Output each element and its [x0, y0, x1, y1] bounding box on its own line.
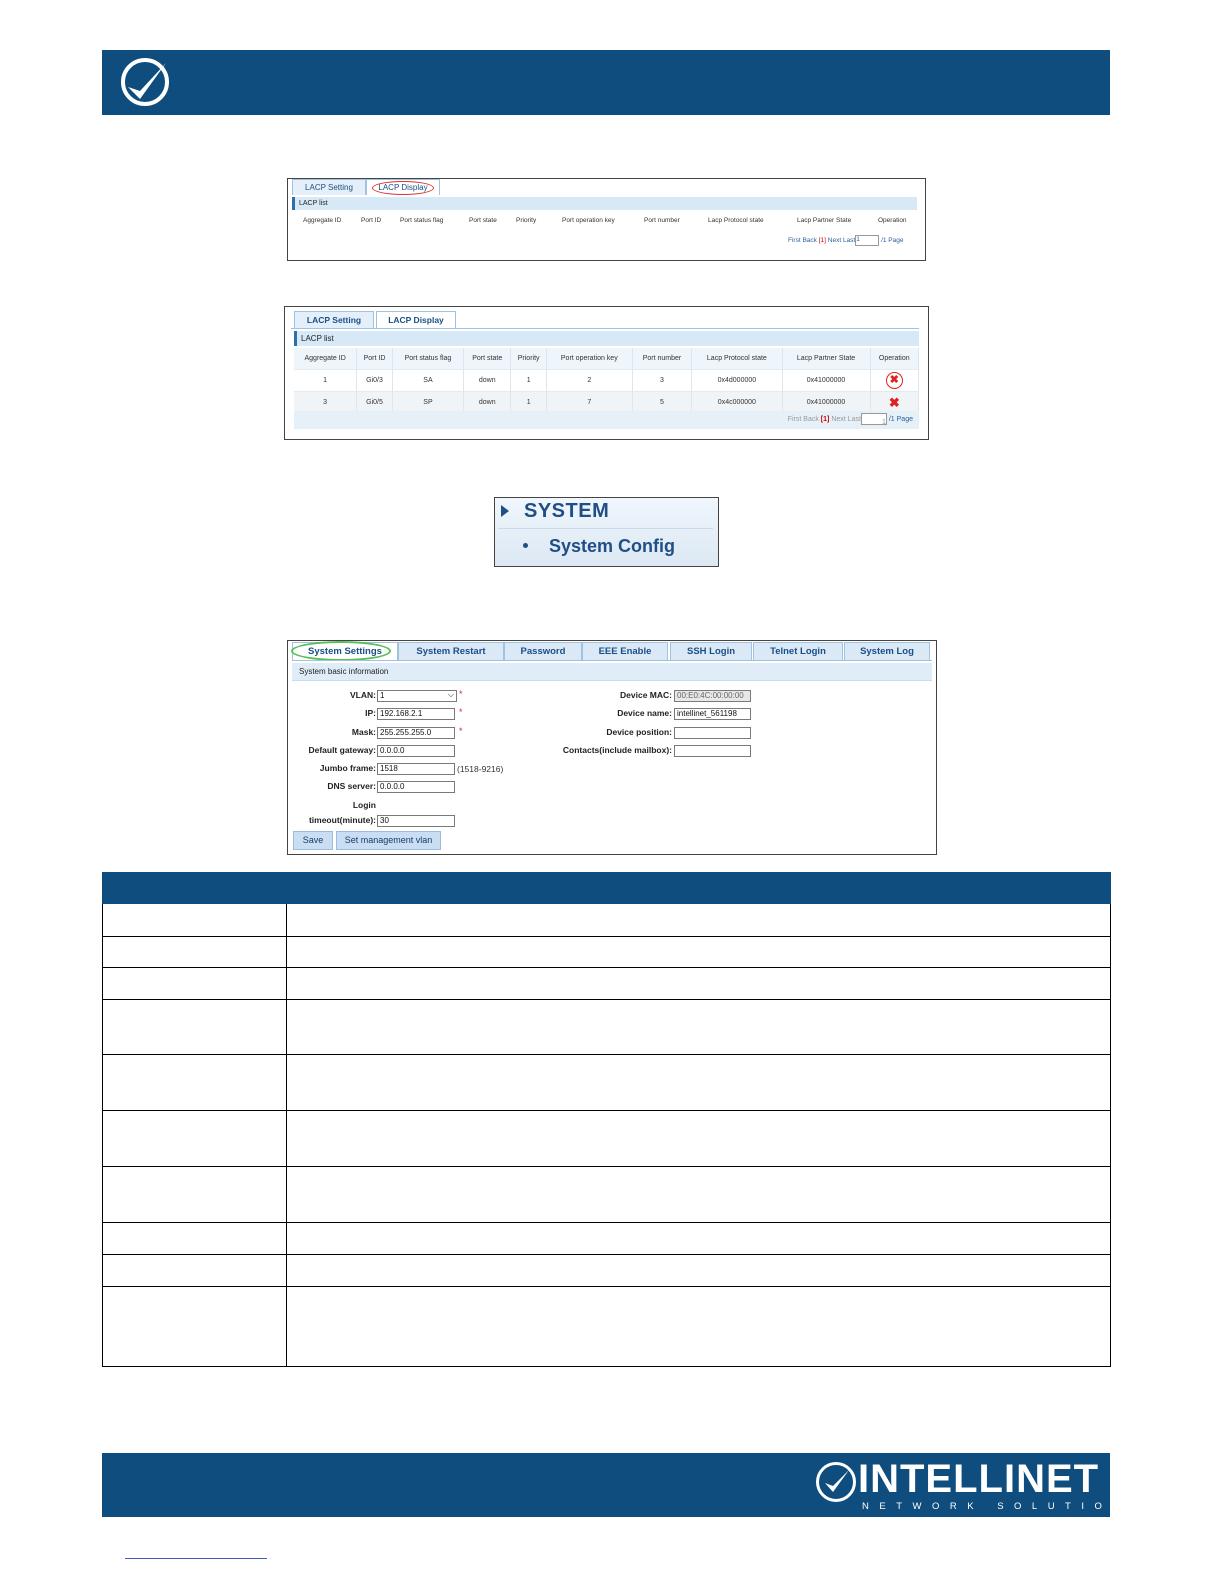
cell-port-number: 5 [632, 392, 692, 414]
lacp-table [294, 348, 919, 413]
ip-input[interactable]: 192.168.2.1 [377, 708, 455, 720]
column-header: Operation [870, 348, 918, 370]
intellinet-logo-icon [816, 1462, 856, 1502]
gateway-input[interactable]: 0.0.0.0 [377, 745, 455, 757]
cell-port-state: down [464, 392, 511, 414]
delete-icon[interactable]: ✖ [886, 372, 903, 389]
table-row [102, 1255, 1111, 1287]
cell-port-state: down [464, 370, 511, 392]
cell-operation [870, 392, 918, 414]
device-mac-input: 00:E0:4C:00:00:00 [674, 690, 751, 702]
device-position-label: Device position: [606, 727, 672, 737]
set-management-vlan-button[interactable]: Set management vlan [336, 831, 441, 850]
page-back-link[interactable]: Back [803, 416, 819, 423]
jumbo-frame-range-hint: (1518-9216) [457, 764, 504, 774]
column-header: Port status flag [392, 348, 463, 370]
mask-label: Mask: [351, 727, 376, 737]
page-first-link[interactable]: First [787, 416, 802, 423]
mask-input[interactable]: 255.255.255.0 [377, 727, 455, 739]
page-total: /1 Page [888, 416, 913, 423]
header-band [102, 50, 1110, 115]
cell-port-status-flag: SA [392, 370, 463, 392]
column-header: Port state [469, 217, 497, 224]
system-settings-screenshot [287, 640, 937, 855]
column-header: Port state [464, 348, 511, 370]
tab-lacp-setting[interactable]: LACP Setting [292, 179, 366, 195]
cell-port-operation-key: 7 [546, 392, 632, 414]
bullet-icon [523, 543, 528, 548]
cell-priority: 1 [511, 370, 547, 392]
cell-priority: 1 [511, 392, 547, 414]
table-row [102, 1223, 1111, 1255]
page-next-link[interactable]: Next [831, 416, 846, 423]
brand-wordmark: INTELLINET [858, 1457, 1100, 1501]
menu-title-system[interactable]: SYSTEM [524, 500, 610, 522]
tab-divider [291, 328, 919, 329]
table-header-row [294, 348, 919, 370]
dns-server-input[interactable]: 0.0.0.0 [377, 781, 455, 793]
tab-password[interactable]: Password [504, 642, 582, 661]
cell-lacp-partner-state: 0x41000000 [782, 370, 870, 392]
column-header: Lacp Partner State [782, 348, 870, 370]
tab-ssh-login[interactable]: SSH Login [670, 642, 752, 661]
tab-system-log[interactable]: System Log [844, 642, 930, 661]
checkmark-logo-icon [120, 57, 170, 107]
device-position-input[interactable] [674, 727, 751, 739]
login-timeout-label: Login [352, 800, 376, 810]
column-header: Aggregate ID [294, 348, 357, 370]
column-header: Lacp Partner State [797, 217, 852, 224]
column-header: Lacp Protocol state [692, 348, 782, 370]
column-header: Lacp Protocol state [708, 217, 764, 224]
footer-link-underline [125, 1558, 267, 1559]
lacp-display-list-screenshot [284, 306, 929, 440]
device-name-input[interactable]: intellinet_561198 [674, 708, 751, 720]
table-row [294, 392, 919, 414]
cell-port-operation-key: 2 [546, 370, 632, 392]
cell-lacp-partner-state: 0x41000000 [782, 392, 870, 414]
table-row [102, 1000, 1111, 1055]
login-timeout-input[interactable]: 30 [377, 815, 455, 827]
cell-port-id: Gi0/5 [357, 392, 393, 414]
device-name-label: Device name: [617, 708, 672, 718]
section-title: System basic information [292, 663, 932, 681]
menu-divider [498, 528, 713, 529]
tab-lacp-display[interactable]: LACP Display [376, 311, 456, 329]
cell-operation [870, 370, 918, 392]
delete-icon[interactable]: ✖ [888, 395, 900, 410]
column-header: Priority [516, 217, 537, 224]
description-table-header [102, 872, 1111, 904]
chevron-down-icon: ⌵ [447, 690, 454, 699]
tab-lacp-setting[interactable]: LACP Setting [294, 311, 374, 329]
column-header: Port number [644, 217, 680, 224]
ip-label: IP: [365, 708, 376, 718]
page-next-link[interactable]: Next [827, 237, 842, 245]
page-input[interactable]: 1 [855, 235, 879, 246]
page-current: [1] [820, 416, 830, 423]
jumbo-frame-label: Jumbo frame: [319, 763, 376, 773]
tab-lacp-display[interactable]: LACP Display [366, 179, 440, 195]
cell-lacp-protocol-state: 0x4c000000 [692, 392, 782, 414]
jumbo-frame-input[interactable]: 1518 [377, 763, 455, 775]
column-header: Priority [511, 348, 547, 370]
expand-arrow-icon [501, 505, 509, 517]
vlan-value: 1 [380, 691, 385, 700]
section-title: LACP list [292, 197, 917, 210]
column-header: Operation [878, 217, 907, 224]
page-first-link[interactable]: First [788, 237, 801, 245]
menu-item-system-config[interactable]: System Config [549, 536, 676, 556]
required-mark: * [459, 689, 463, 699]
system-menu-screenshot [494, 497, 719, 567]
cell-lacp-protocol-state: 0x4d000000 [692, 370, 782, 392]
table-row [102, 937, 1111, 968]
page-back-link[interactable]: Back [802, 237, 817, 245]
gateway-label: Default gateway: [308, 745, 376, 755]
table-row [294, 370, 919, 392]
column-header: Port operation key [562, 217, 615, 224]
vlan-select[interactable] [377, 690, 457, 702]
table-row [102, 1111, 1111, 1167]
column-header: Aggregate ID [303, 217, 342, 224]
cell-aggregate-id: 3 [294, 392, 357, 414]
required-mark: * [459, 726, 463, 736]
column-header: Port status flag [400, 217, 444, 224]
dns-server-label: DNS server: [327, 781, 376, 791]
pagination [294, 411, 919, 429]
cell-port-number: 3 [632, 370, 692, 392]
tab-system-restart[interactable]: System Restart [398, 642, 504, 661]
required-mark: * [459, 707, 463, 717]
cell-port-id: Gi0/3 [357, 370, 393, 392]
table-row [102, 968, 1111, 1000]
cell-port-status-flag: SP [392, 392, 463, 414]
tab-divider [292, 660, 932, 661]
table-row [102, 1167, 1111, 1223]
device-mac-label: Device MAC: [620, 690, 672, 700]
page-current: [1] [818, 237, 826, 245]
table-row [102, 904, 1111, 937]
cell-aggregate-id: 1 [294, 370, 357, 392]
column-header: Port number [632, 348, 692, 370]
tab-telnet-login[interactable]: Telnet Login [753, 642, 843, 661]
highlight-oval [291, 641, 391, 661]
page-last-link[interactable]: Last [842, 237, 856, 245]
highlight-oval [372, 181, 434, 195]
contacts-label: Contacts(include mailbox): [562, 745, 672, 755]
page-last-link[interactable]: Last [847, 416, 861, 423]
brand-tagline: NETWORK SOLUTIONS [862, 1501, 1147, 1512]
column-header: Port operation key [546, 348, 632, 370]
contacts-input[interactable] [674, 745, 751, 757]
vlan-label: VLAN: [350, 690, 376, 700]
column-header: Port ID [361, 217, 382, 224]
tab-system-settings[interactable]: System Settings [292, 642, 398, 661]
section-title: LACP list [294, 331, 919, 346]
column-header: Port ID [357, 348, 393, 370]
table-row [102, 1055, 1111, 1111]
page-total: /1 Page [881, 237, 904, 245]
pagination [788, 235, 903, 246]
login-timeout-label-2: timeout(minute): [308, 815, 376, 825]
lacp-display-empty-screenshot [287, 178, 926, 261]
save-button[interactable]: Save [293, 831, 333, 850]
page-input[interactable]: 1 [861, 413, 887, 425]
table-row [102, 1287, 1111, 1367]
tab-eee-enable[interactable]: EEE Enable [582, 642, 668, 661]
